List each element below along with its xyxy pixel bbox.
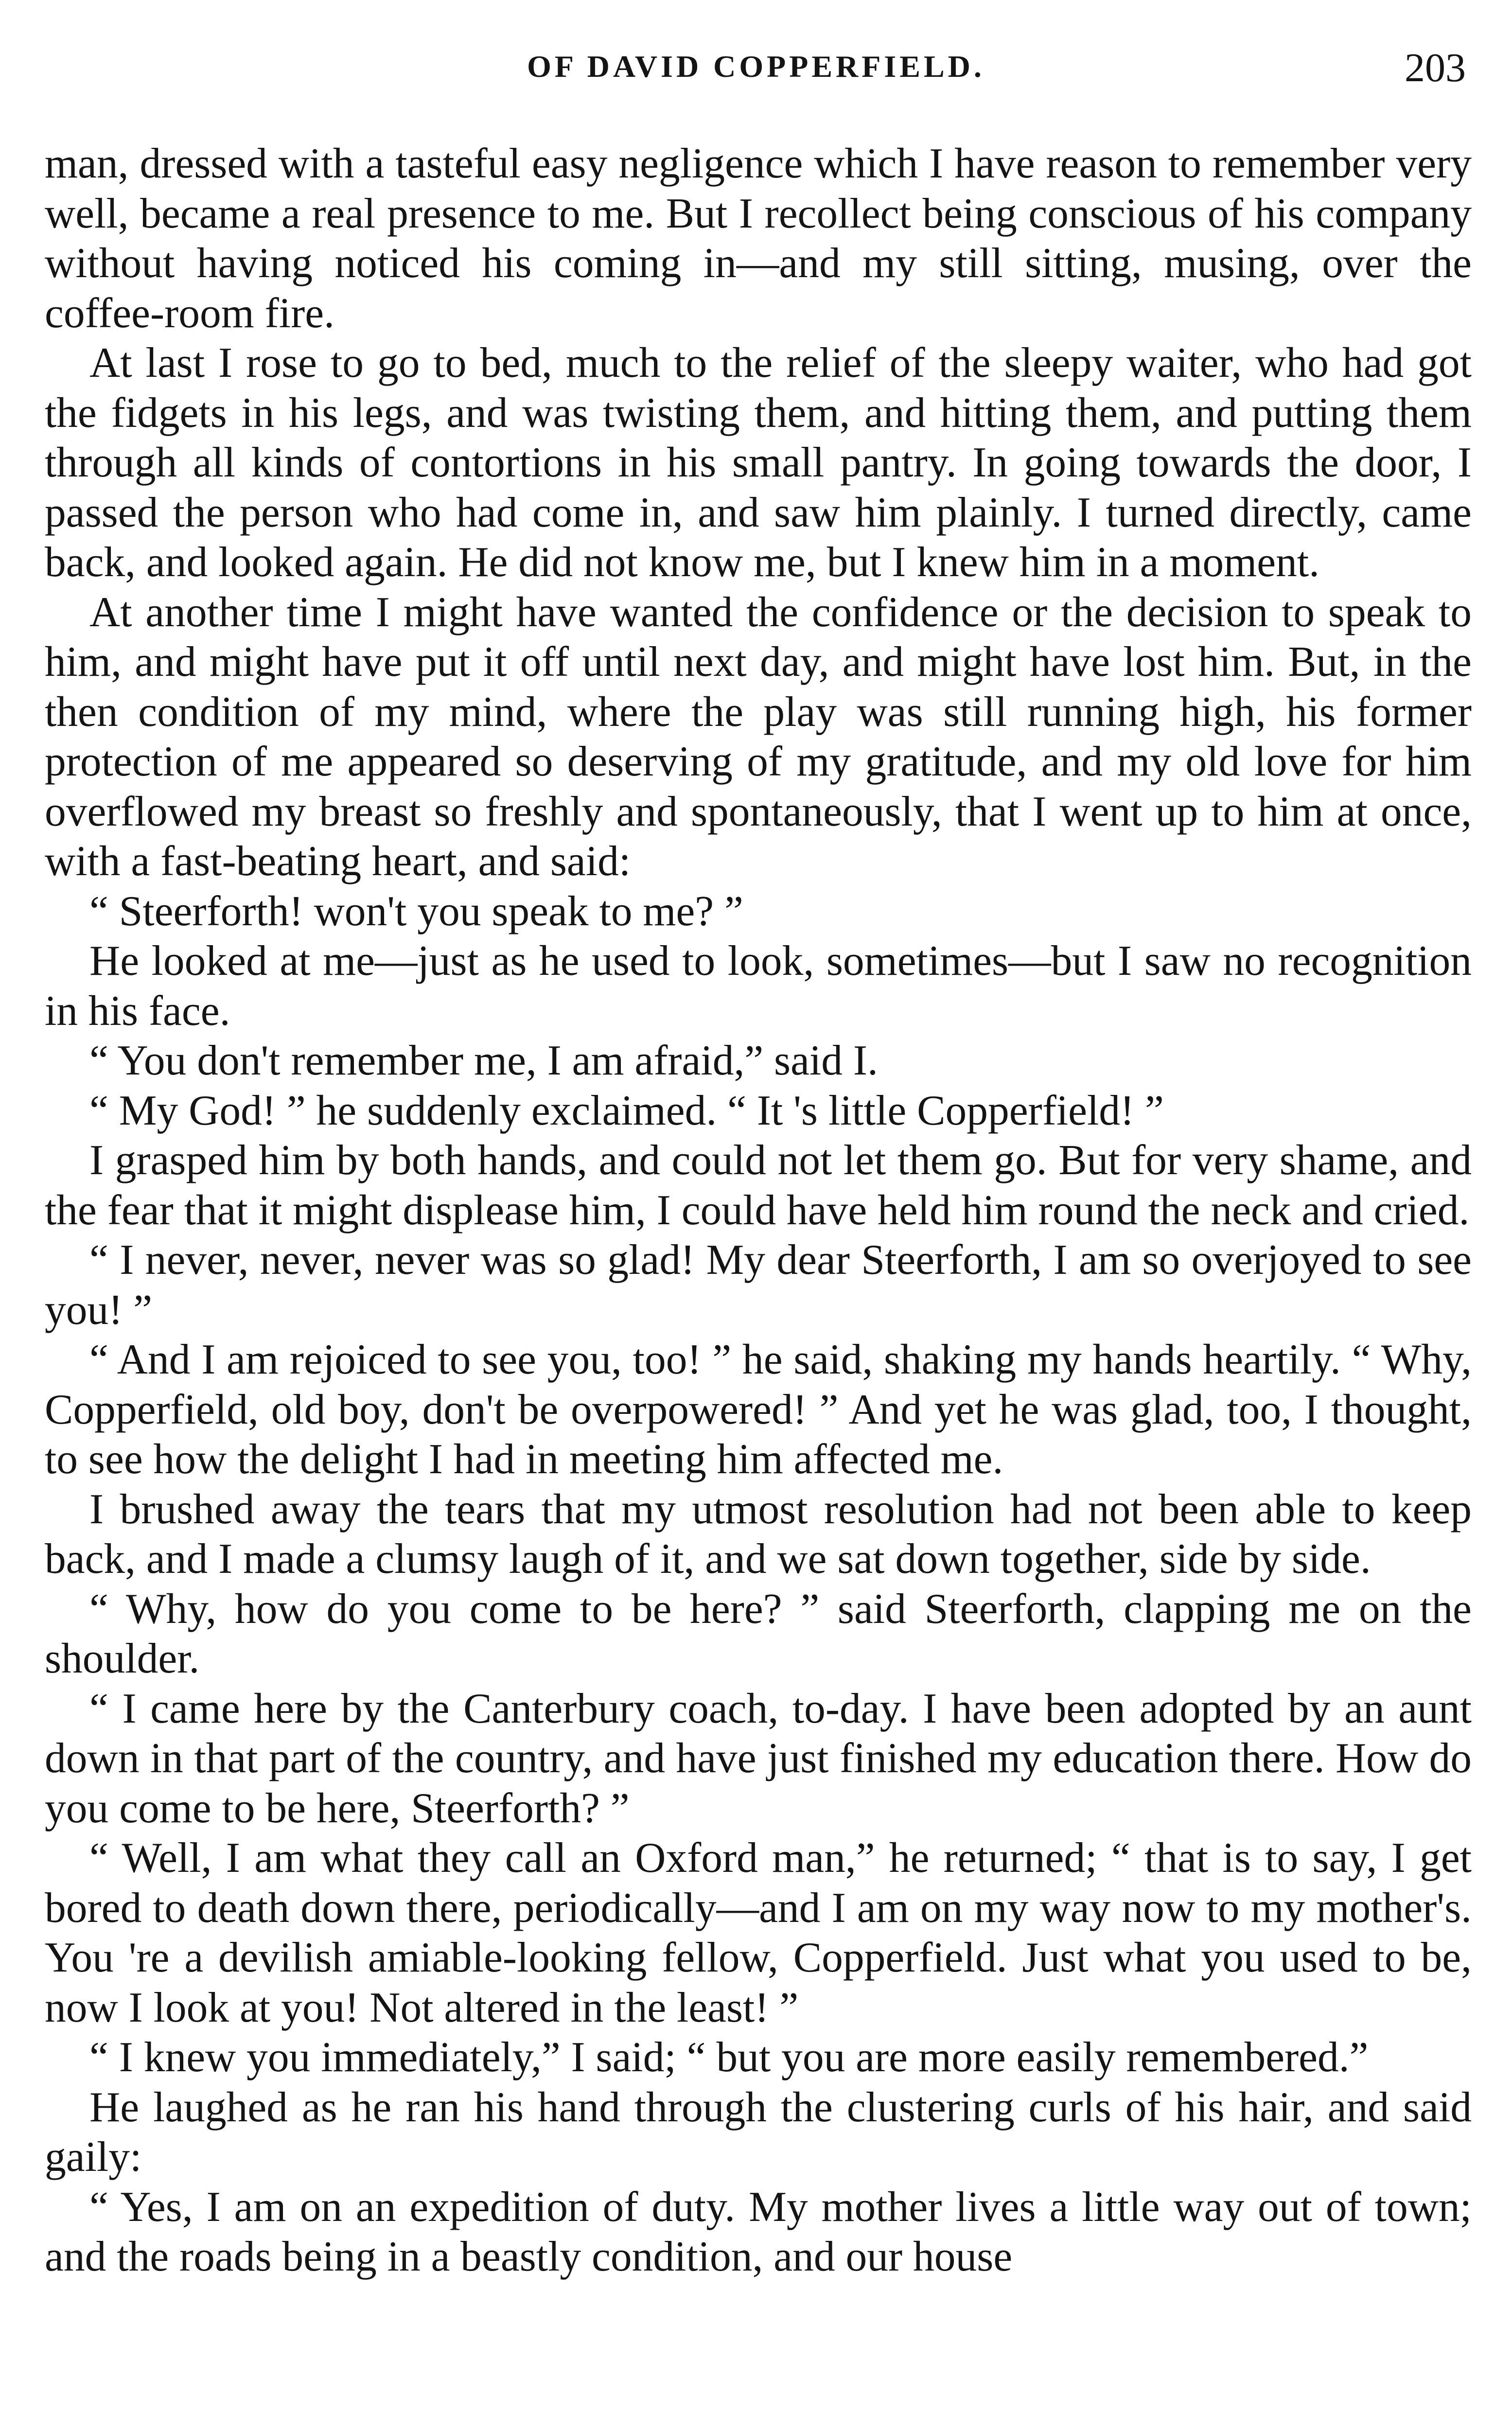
page-number: 203 bbox=[1405, 45, 1466, 90]
paragraph: “ And I am rejoiced to see you, too! ” he said, shaking my hands heartily. “ Why, Copperfield, old boy, don't be overpowered! ” And yet he was glad, too, I thought, to see how the delight I had in meeting him affected me. bbox=[45, 1336, 1472, 1482]
paragraph: “ Well, I am what they call an Oxford man,” he returned; “ that is to say, I get bored to death down there, periodically—and I am on my way now to my mother's. You 're a devilish amiable-looking fellow, Copperfield. Just what you used to be, now I look at you! Not altered in the least! ” bbox=[45, 1834, 1472, 2031]
paragraph: I brushed away the tears that my utmost resolution had not been able to keep back, and I made a clumsy laugh of it, and we sat down together, side by side. bbox=[45, 1485, 1472, 1582]
paragraph: “ Yes, I am on an expedition of duty. My mother lives a little way out of town; and the roads being in a beastly condition, and our house bbox=[45, 2183, 1472, 2280]
paragraph: He laughed as he ran his hand through the clustering curls of his hair, and said gaily: bbox=[45, 2083, 1472, 2180]
paragraph: At last I rose to go to bed, much to the relief of the sleepy waiter, who had got the fidgets in his legs, and was twisting them, and hitting them, and putting them through all kinds of contortions in his small pantry. In going towards the door, I passed the person who had come in, and saw him plainly. I turned directly, came back, and looked again. He did not know me, but I knew him in a moment. bbox=[45, 339, 1472, 585]
paragraph: “ Why, how do you come to be here? ” said Steerforth, clapping me on the shoulder. bbox=[45, 1585, 1472, 1682]
paragraph: “ I never, never, never was so glad! My dear Steerforth, I am so overjoyed to see you! ” bbox=[45, 1236, 1472, 1333]
paragraph: “ My God! ” he suddenly exclaimed. “ It 's little Copperfield! ” bbox=[89, 1086, 1164, 1134]
body-text bbox=[45, 139, 1472, 2282]
paragraph: I grasped him by both hands, and could not let them go. But for very shame, and the fear that it might displease him, I could have held him round the neck and cried. bbox=[45, 1136, 1472, 1233]
paragraph: “ I knew you immediately,” I said; “ but you are more easily remembered.” bbox=[89, 2033, 1369, 2080]
paragraph: “ I came here by the Canterbury coach, to-day. I have been adopted by an aunt down in that part of the country, and have just finished my education there. How do you come to be here, Steerforth? ” bbox=[45, 1684, 1472, 1832]
paragraph: man, dressed with a tasteful easy negligence which I have reason to remember very well, became a real presence to me. But I recollect being conscious of his company without having noticed his coming in—and my still sitting, musing, over the coffee-room fire. bbox=[45, 140, 1472, 336]
paragraph: “ Steerforth! won't you speak to me? ” bbox=[89, 887, 743, 934]
paragraph: “ You don't remember me, I am afraid,” said I. bbox=[89, 1037, 878, 1084]
running-title: OF DAVID COPPERFIELD. bbox=[527, 49, 985, 84]
paragraph: At another time I might have wanted the confidence or the decision to speak to him, and might have put it off until next day, and might have lost him. But, in the then condition of my mind, where the play was still running high, his former protection of me appeared so deserving of my gratitude, and my old love for him overflowed my breast so freshly and spontaneously, that I went up to him at once, with a fast-beating heart, and said: bbox=[45, 588, 1472, 884]
paragraph: He looked at me—just as he used to look, sometimes—but I saw no recognition in his face. bbox=[45, 937, 1472, 1034]
